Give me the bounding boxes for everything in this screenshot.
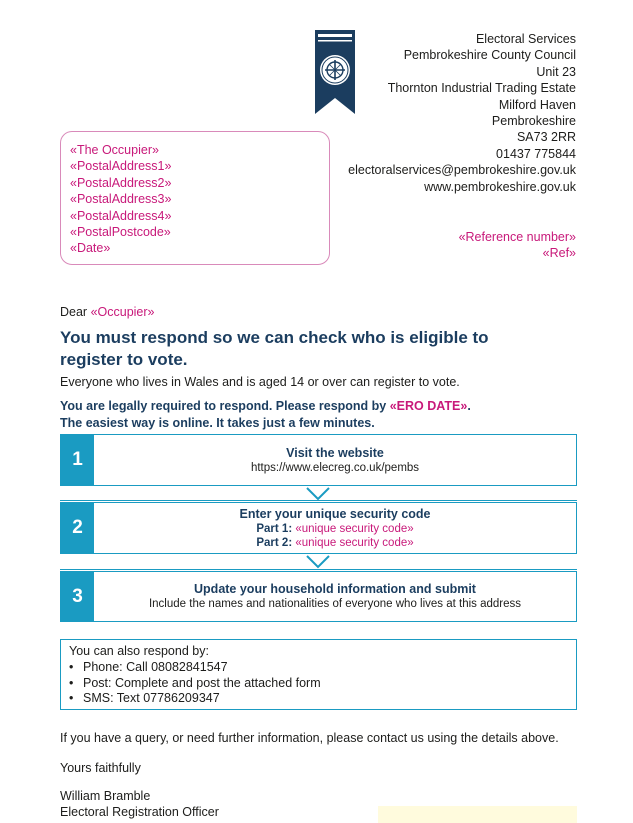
step-title: Visit the website <box>286 445 384 460</box>
legal-line-1 <box>60 398 471 415</box>
step-body <box>94 435 576 485</box>
step-3-box <box>60 571 577 622</box>
legal-prefix: You are legally required to respond. Please respond by <box>60 399 390 413</box>
step-number: 3 <box>61 572 94 621</box>
query-text: If you have a query, or need further information, please contact us using the details above. <box>60 731 559 745</box>
salutation-field: «Occupier» <box>90 305 155 319</box>
legal-notice <box>60 398 471 431</box>
security-code-part-2 <box>256 536 413 550</box>
council-address-line: Milford Haven <box>498 97 576 112</box>
signatory <box>60 789 219 820</box>
step-number: 2 <box>61 503 94 553</box>
recipient-line: «PostalAddress1» <box>70 159 172 174</box>
chevron-down-icon <box>306 487 330 501</box>
response-sms: • SMS: Text 07786209347 <box>69 691 568 707</box>
intro-text: Everyone who lives in Wales and is aged 14 or over can register to vote. <box>60 375 460 389</box>
council-address <box>348 31 576 195</box>
letter-heading: You must respond so we can check who is eligible to register to vote. <box>60 328 489 369</box>
part-label: Part 1: <box>256 522 296 535</box>
step-2-box <box>60 502 577 554</box>
step-body <box>94 572 576 621</box>
step-title: Update your household information and submit <box>194 582 476 596</box>
council-email: electoralservices@pembrokeshire.gov.uk <box>348 163 576 178</box>
legal-line-2: The easiest way is online. It takes just a few minutes. <box>60 415 375 430</box>
signatory-role: Electoral Registration Officer <box>60 804 219 819</box>
step-title: Enter your unique security code <box>239 506 431 521</box>
recipient-line: «PostalAddress4» <box>70 208 172 223</box>
recipient-date: «Date» <box>70 241 111 256</box>
security-code-field: «unique security code» <box>295 522 414 535</box>
salutation <box>60 305 155 319</box>
step-divider <box>60 500 577 501</box>
response-post: • Post: Complete and post the attached form <box>69 676 568 692</box>
part-label: Part 2: <box>256 536 296 549</box>
recipient-line: «PostalAddress2» <box>70 175 172 190</box>
response-phone: • Phone: Call 08082841547 <box>69 660 568 676</box>
council-website: www.pembrokeshire.gov.uk <box>424 179 576 194</box>
step-website-link[interactable]: https://www.elecreg.co.uk/pembs <box>250 461 420 474</box>
security-code-field: «unique security code» <box>295 536 414 549</box>
recipient-line: «PostalPostcode» <box>70 225 171 240</box>
council-address-line: SA73 2RR <box>516 130 576 145</box>
ero-date-field: «ERO DATE» <box>389 399 468 413</box>
council-address-line: Electoral Services <box>475 32 576 46</box>
reference-value: «Ref» <box>542 246 576 261</box>
highlight-box <box>378 806 577 823</box>
recipient-line: «The Occupier» <box>70 143 159 157</box>
signatory-name: William Bramble <box>60 789 151 803</box>
council-phone: 01437 775844 <box>496 146 576 161</box>
reference-block <box>459 229 576 262</box>
step-detail: Include the names and nationalities of everyone who lives at this address <box>148 598 522 610</box>
legal-suffix: . <box>467 399 471 413</box>
council-address-line: Thornton Industrial Trading Estate <box>387 81 576 96</box>
security-code-part-1 <box>256 522 413 536</box>
alternative-response-title: You can also respond by: <box>69 644 209 658</box>
chevron-down-icon <box>306 555 330 569</box>
council-address-line: Unit 23 <box>536 64 576 79</box>
sign-off: Yours faithfully <box>60 761 141 775</box>
alternative-response-box <box>60 639 577 710</box>
recipient-line: «PostalAddress3» <box>70 192 172 207</box>
council-address-line: Pembrokeshire County Council <box>403 48 576 63</box>
recipient-address-box <box>60 131 330 265</box>
step-divider <box>60 569 577 570</box>
alternative-response-list <box>69 660 568 707</box>
step-1-box <box>60 434 577 486</box>
reference-label: «Reference number» <box>458 230 576 244</box>
step-body <box>94 503 576 553</box>
step-number: 1 <box>61 435 94 485</box>
salutation-text: Dear <box>60 305 91 319</box>
council-address-line: Pembrokeshire <box>491 114 576 129</box>
